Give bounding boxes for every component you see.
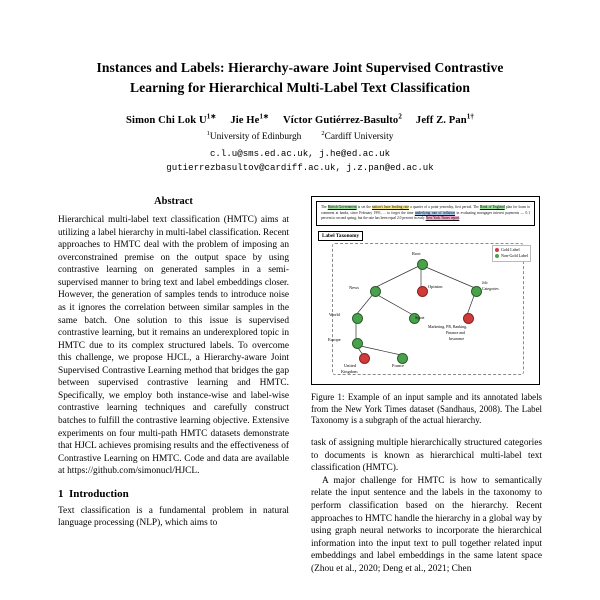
taxonomy-node-europe bbox=[352, 338, 363, 349]
snippet-part-3: nation's base lending rate bbox=[371, 205, 409, 209]
snippet-part-6: plan for loans to comment at banks, since February 1991, ... to forget the time bbox=[321, 205, 530, 215]
taxonomy-node-sport-label: Sport bbox=[415, 314, 425, 320]
author-0-sup: 1∗ bbox=[206, 112, 217, 121]
taxonomy-node-marketing bbox=[463, 313, 474, 324]
affiliation-list bbox=[58, 130, 542, 142]
introduction-paragraph-1: Text classification is a fundamental problem in natural language processing (NLP), which aims to bbox=[58, 505, 289, 529]
news-snippet bbox=[316, 201, 535, 226]
left-column bbox=[58, 196, 289, 575]
author-2: Víctor Gutiérrez-Basulto$^2$ bbox=[283, 112, 402, 126]
taxonomy-node-france-label: France bbox=[392, 362, 404, 368]
figure-1 bbox=[311, 196, 542, 427]
legend-item-nongold: Non-Gold Label bbox=[495, 253, 528, 260]
taxonomy-node-marketing-label-3: Insurance bbox=[449, 336, 465, 341]
introduction-heading bbox=[58, 488, 289, 500]
legend-gold-dot-icon bbox=[495, 248, 499, 252]
snippet-part-4: a quarter of a point yesterday, first period. The bbox=[408, 205, 480, 209]
taxonomy-node-uk-label-1: United bbox=[344, 362, 356, 368]
figure-1-caption: Figure 1: Example of an input sample and its annotated labels from the New York Times dataset (Sandhaus, 2008). The Label Taxonomy is a subgraph of the actual hierarchy. bbox=[311, 391, 542, 426]
snippet-part-10: . bbox=[459, 216, 461, 221]
snippet-part-1: British Government bbox=[327, 205, 357, 209]
abstract-heading: Abstract bbox=[154, 196, 193, 207]
snippet-part-9: New York Times report bbox=[425, 216, 460, 221]
author-2-sup: 2 bbox=[398, 112, 402, 121]
taxonomy-node-world bbox=[352, 313, 363, 324]
introduction-title: Introduction bbox=[69, 487, 129, 500]
legend-item-gold: Gold Label bbox=[495, 247, 528, 254]
taxonomy-node-marketing-label-1: Marketing, PR, Banking, bbox=[428, 324, 468, 329]
snippet-part-7: underlying rate of inflation bbox=[414, 210, 456, 215]
introduction-number: 1 bbox=[58, 487, 64, 500]
right-paragraph-1: task of assigning multiple hierarchically structured categories to documents is known as hierarchical multi-label text classification (HMTC). bbox=[311, 438, 542, 474]
paper-title-line-1: Instances and Labels: Hierarchy-aware Joint Supervised Contrastive bbox=[96, 60, 504, 75]
affiliation-1: Cardiff University bbox=[324, 132, 394, 143]
taxonomy-node-job-label-2: Categories bbox=[482, 286, 499, 291]
legend-nongold-dot-icon bbox=[495, 254, 499, 258]
author-3-sup: 1† bbox=[466, 112, 474, 121]
snippet-part-8: in evaluating mortgages interest payments — 0.1 percent to second spring, but the rate has been equal 2.0 percent in early bbox=[321, 210, 531, 221]
author-0: Simon Chi Lok $U^{1∗}$ bbox=[126, 112, 217, 126]
email-line-1: gutierrezbasultov@cardiff.ac.uk, j.z.pan@ed.ac.uk bbox=[166, 161, 434, 173]
taxonomy-node-marketing-label-2: Finance and bbox=[446, 330, 465, 335]
author-1: Jie $He^{1∗}$ bbox=[230, 112, 270, 126]
two-column-body bbox=[58, 196, 542, 575]
taxonomy-node-job-categories bbox=[471, 286, 482, 297]
author-3: Jeff Z. Pan$^{1\dagger}$ bbox=[415, 112, 474, 126]
snippet-part-2: is set the bbox=[356, 205, 372, 209]
author-list bbox=[58, 112, 542, 126]
page-title bbox=[58, 58, 542, 97]
taxonomy-node-opinion bbox=[417, 286, 428, 297]
taxonomy-node-world-label: World bbox=[329, 311, 340, 317]
taxonomy-node-europe-label: Europe bbox=[328, 336, 341, 342]
affiliation-0-sup: 1 bbox=[206, 129, 210, 137]
right-column bbox=[311, 196, 542, 575]
taxonomy-node-uk-label-2: Kingdom bbox=[341, 368, 358, 374]
taxonomy-node-news-label: News bbox=[349, 284, 359, 290]
affiliation-1-sup: 2 bbox=[321, 129, 325, 137]
right-paragraph-2: A major challenge for HMTC is how to semantically relate the input sentence and the labels in the taxonomy to perform classification based on the hierarchy. Recent approaches to HMTC handle the hierarchy in a global way by using graph neural networks to incorporate the hierarchical information into the input text to pull together related input embeddings and label embeddings in the same latent space (Zhou et al., 2020; Deng et al., 2021; Chen bbox=[311, 475, 542, 574]
email-list bbox=[58, 147, 542, 174]
taxonomy-node-root bbox=[417, 259, 428, 270]
taxonomy-node-job-label-1: Job bbox=[482, 280, 488, 285]
taxonomy-panel-label: Label Taxonomy bbox=[318, 231, 363, 241]
taxonomy-node-united-kingdom bbox=[359, 353, 370, 364]
paper-title-line-2: Learning for Hierarchical Multi-Label Text Classification bbox=[129, 79, 471, 95]
abstract-text: Hierarchical multi-label text classification (HMTC) aims at utilizing a label hierarchy in multi-label classification. Recent approaches to HMTC deal with the problem of imposing an overconstrained premise on the output space by using contrastive learning on generated samples in a semi-supervised manner to bring text and label embeddings closer. However, the generation of samples tends to introduce noise as it ignores the correlation between similar samples in the same batch. One solution to this issue is supervised contrastive learning, but it remains an underexplored topic in HMTC due to its complex structured labels. To overcome this challenge, we propose HJCL, a Hierarchy-aware Joint Supervised Contrastive Learning method that bridges the gap between supervised contrastive learning and HMTC. Specifically, we employ both instance-wise and label-wise contrastive learning techniques and carefully construct batches to fulfill the contrastive learning objective. Extensive experiments on four multi-path HMTC datasets demonstrate that HJCL achieves promising results and the effectiveness of Contrastive Learning on HMTC. Code and data are available at https://github.com/simonucl/HJCL. bbox=[58, 215, 289, 477]
title-block bbox=[0, 0, 600, 174]
taxonomy-node-root-label: Root bbox=[412, 250, 421, 256]
author-1-sup: 1∗ bbox=[259, 112, 270, 121]
taxonomy-legend bbox=[492, 245, 531, 262]
figure-1-image bbox=[311, 196, 540, 385]
affiliation-0: University of Edinburgh bbox=[209, 132, 302, 143]
label-taxonomy-diagram bbox=[316, 229, 535, 379]
taxonomy-node-news bbox=[370, 286, 381, 297]
taxonomy-node-opinion-label: Opinion bbox=[428, 283, 443, 289]
email-line-0: c.l.u@sms.ed.ac.uk, j.he@ed.ac.uk bbox=[209, 148, 391, 160]
snippet-part-5: Bank of England bbox=[479, 205, 505, 209]
snippet-part-0: The bbox=[321, 205, 328, 209]
